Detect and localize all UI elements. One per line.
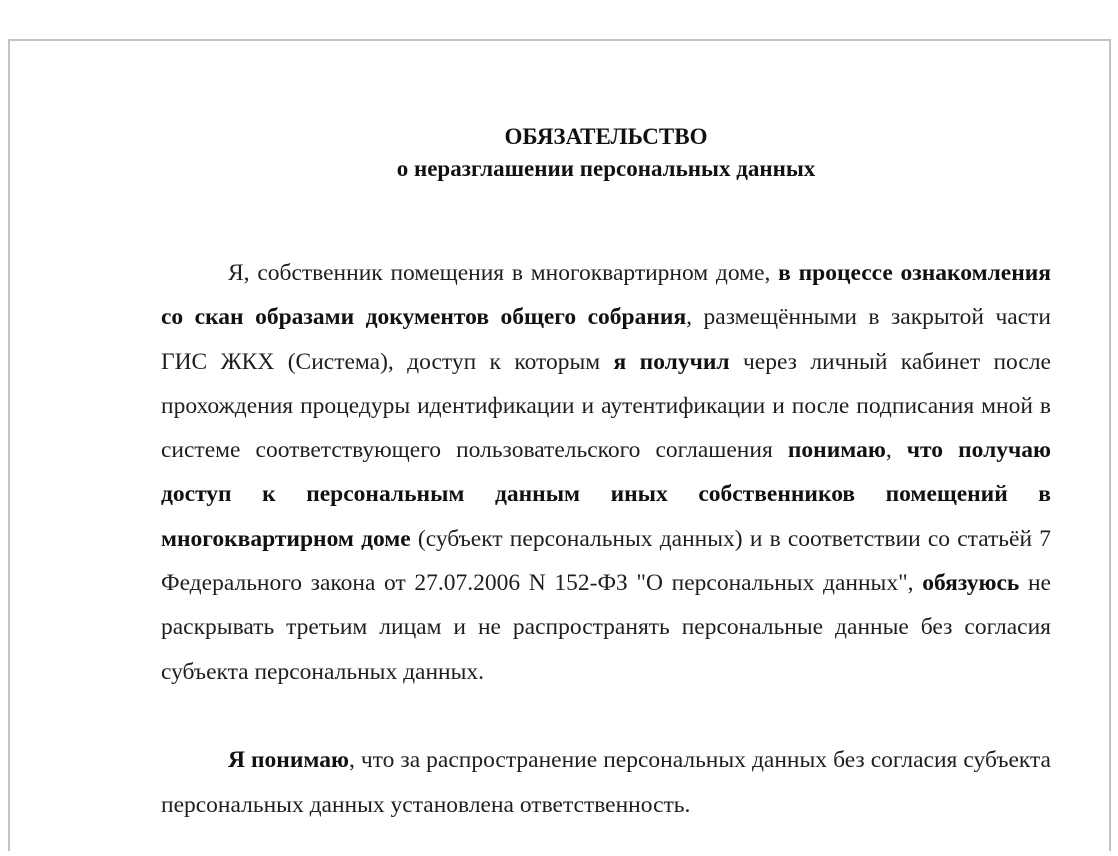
text-segment: не раскрывать третьим лицам и не распространять персональные данные без согласия субъекта персональных данных. [161, 570, 1051, 685]
text-segment: , размещёнными в закрытой части ГИС ЖКХ (Система), доступ к которым [161, 304, 1051, 375]
text-segment-bold: я получил [613, 348, 730, 375]
document-page [8, 39, 1111, 851]
text-segment-bold: Я понимаю [228, 747, 349, 774]
document-title: ОБЯЗАТЕЛЬСТВО [504, 124, 708, 149]
text-segment-bold: в процессе ознакомления со скан образами документов общего собрания [161, 260, 1051, 331]
text-segment: через личный кабинет после прохождения процедуры идентификации и аутентификации и после подписания мной в системе соответствующего пользовательского соглашения [161, 348, 1051, 464]
text-segment-bold: обязуюсь [922, 570, 1020, 597]
document-body [161, 251, 1051, 827]
paragraph-responsibility [161, 738, 1051, 827]
document-subtitle: о неразглашении персональных данных [396, 156, 816, 181]
text-segment: Я, собственник помещения в многоквартирном доме, [228, 260, 779, 286]
document-heading [10, 121, 1118, 185]
text-segment: , что за распространение персональных данных без согласия субъекта персональных данных установлена ответственность. [161, 747, 1051, 818]
text-segment-bold: понимаю [787, 437, 886, 464]
text-segment: , [885, 437, 907, 464]
paragraph-obligation [161, 251, 1051, 694]
text-segment: (субъект персональных данных) и в соответствии со статьёй 7 Федерального закона от 27.07.2006 N 152-ФЗ "О персональных данных", [161, 525, 1051, 597]
text-segment-bold: что получаю доступ к персональным данным иных собственников помещений в многоквартирном доме [161, 437, 1051, 552]
